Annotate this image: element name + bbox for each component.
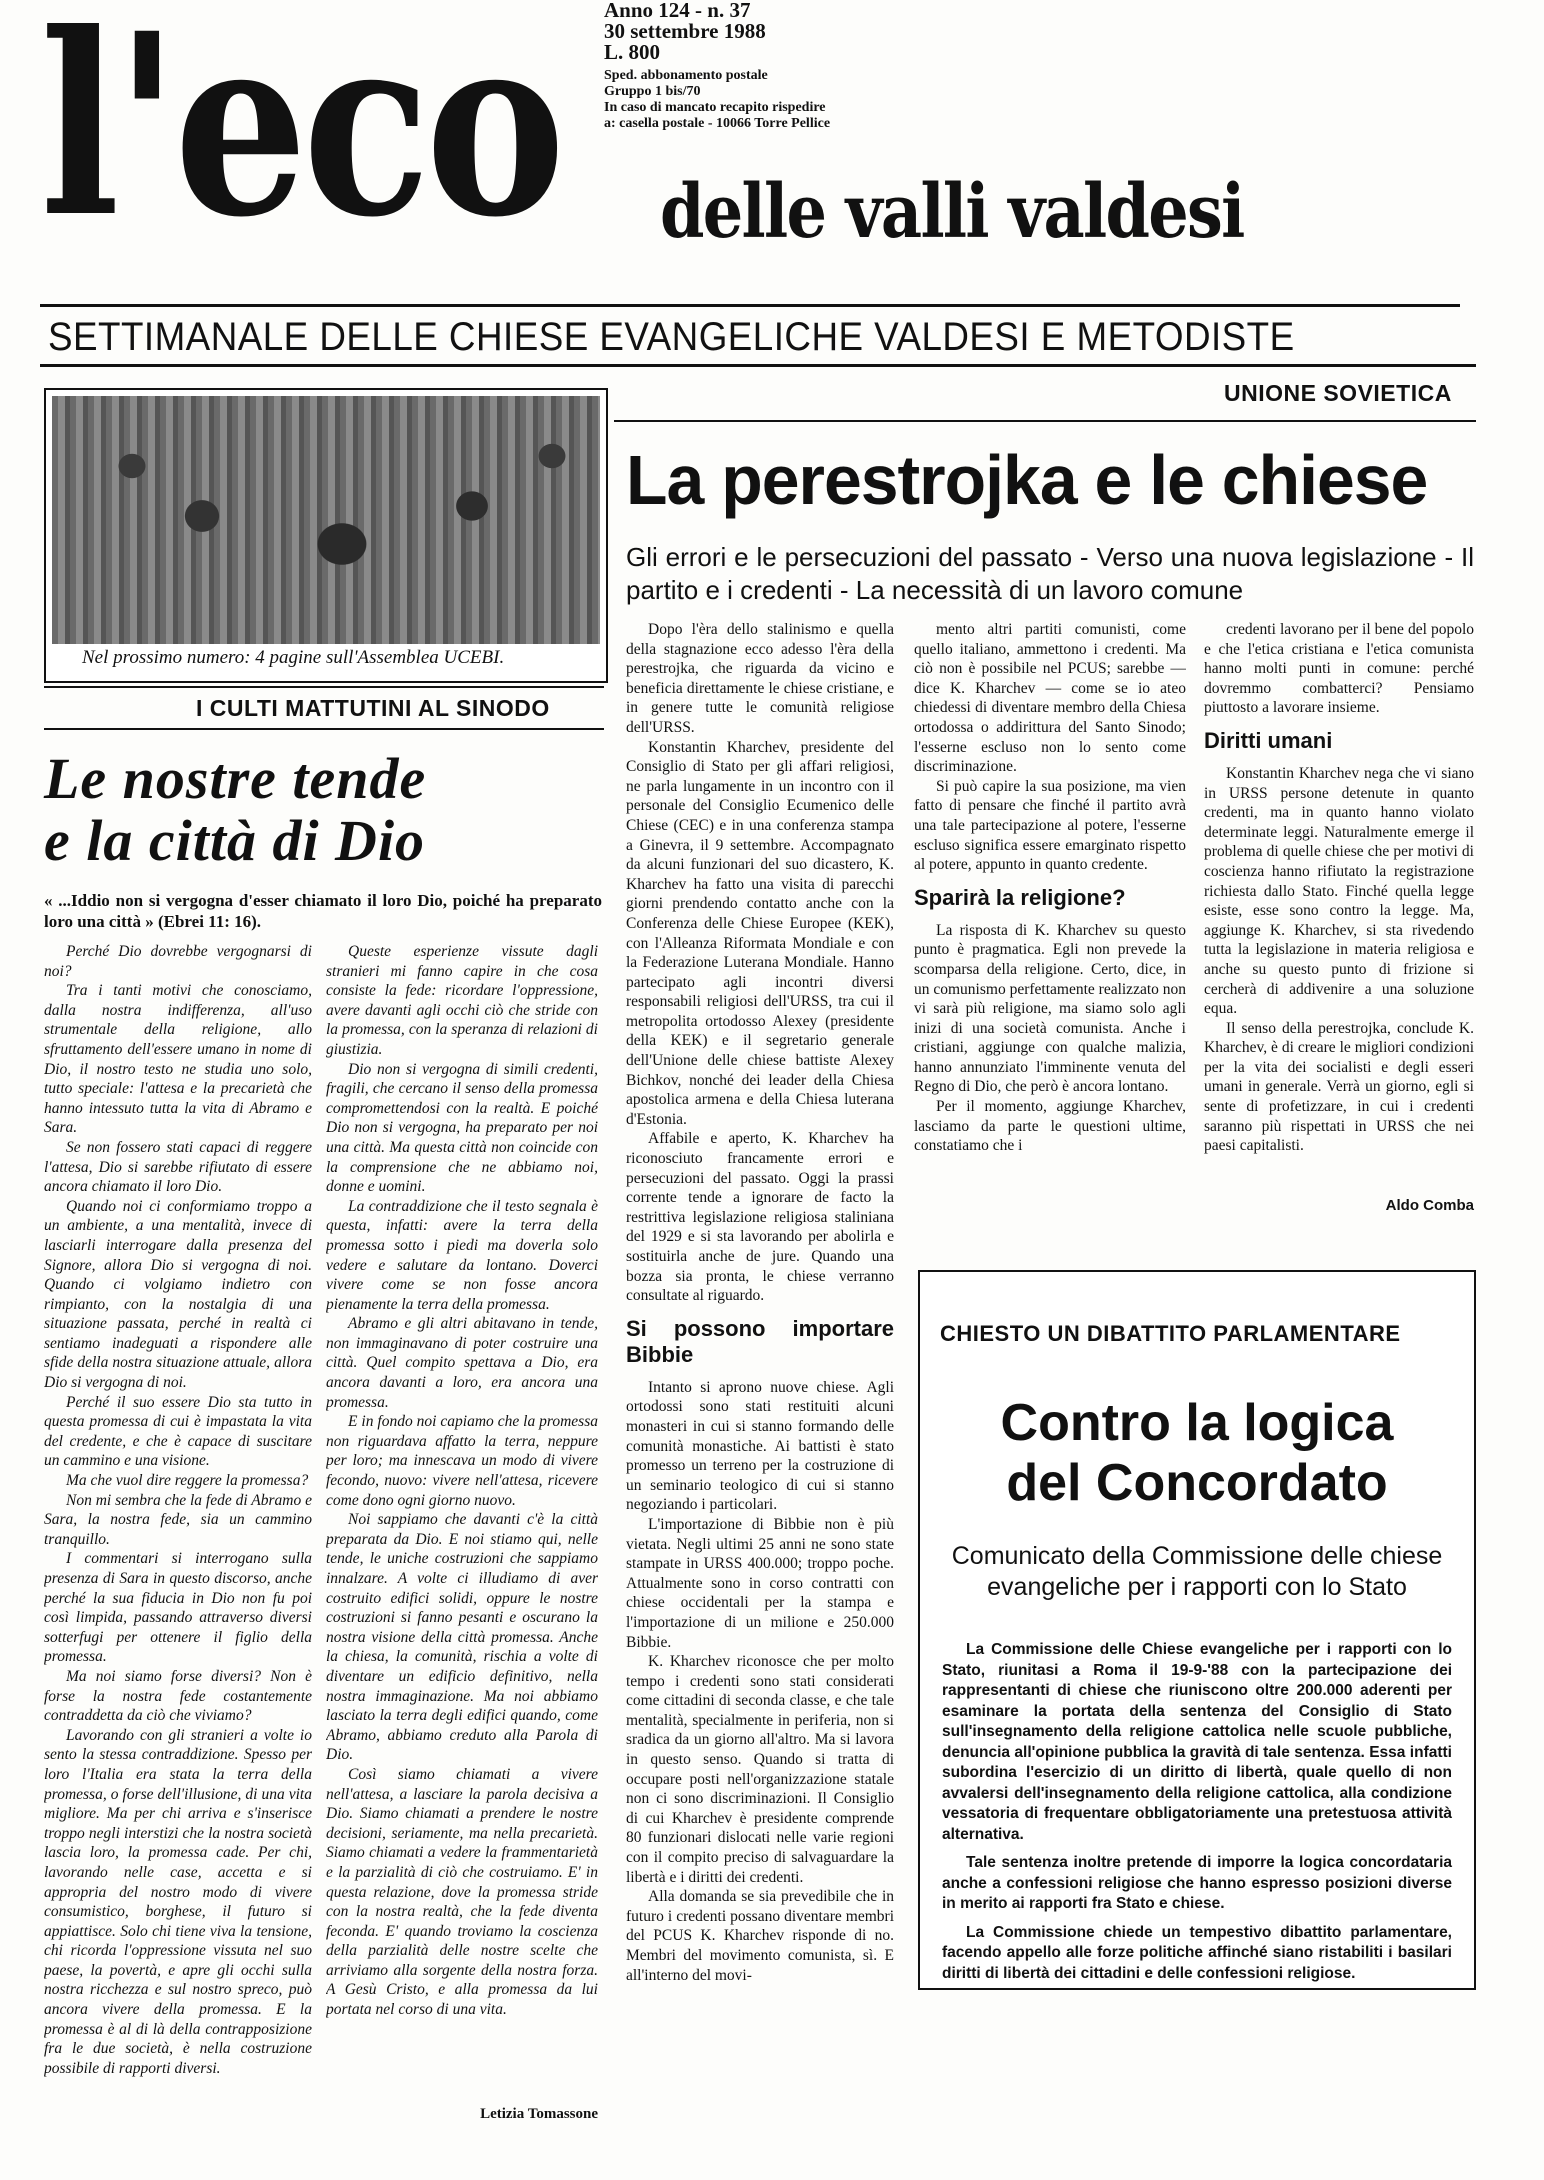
paragraph: Konstantin Kharchev nega che vi siano in URSS persone detenute in quanto credenti, ma in quanto hanno violato determinate leggi. Naturalmente emerge il problema di quelle chiese che per motivi di coscienza hanno rifiutato la registrazione richiesta dallo Stato. Finché quella legge esiste, esse sono contro la legge. Ma, aggiunge K. Kharchev, si sta rivedendo tutta la legislazione in materia religiosa e anche su questo punto di frizione si cercherà di addivenire a una soluzione equa.: [1204, 764, 1474, 1018]
paragraph: Ma che vuol dire reggere la promessa?: [66, 1472, 309, 1490]
paragraph: I commentari si interrogano sulla presenza di Sara in questo discorso, anche perché la sua fiducia in Dio non fu poi così limpida, passando attraverso diversi sotterfugi per ottenere il figlio della promessa.: [44, 1550, 312, 1666]
paragraph: Dio non si vergogna di simili credenti, fragili, che cercano il senso della promessa compromettendosi con la realtà. E poiché Dio non si vergogna, ha preparato per noi una città. Ma questa città non coincide con la comprensione che ne abbiamo noi, donne e uomini.: [326, 1060, 598, 1196]
left-quote: « ...Iddio non si vergogna d'esser chiamato il loro Dio, poiché ha preparato loro una città » (Ebrei 11: 16).: [44, 891, 602, 931]
paragraph: Tale sentenza inoltre pretende di imporre la logica concordataria anche a confessioni religiose che hanno espresso posizioni diverse in merito ai rapporti fra Stato e chiese.: [942, 1854, 1452, 1912]
main-signature: Aldo Comba: [1385, 1197, 1474, 1214]
paragraph: Lavorando con gli stranieri a volte io sento la stessa contraddizione. Spesso per loro l'Italia era stata la terra della promessa, o forse dell'illusione, di una vita migliore. Ma per chi arriva e s'inserisce troppo negli interstizi che la nostra società lascia loro, la promessa cade. Per chi, lavorando nelle case, accetta e si appropria del nostro modo di vivere consumistico, borghese, il futuro si appiattisce. Solo chi tiene viva la tensione, chi ricorda l'oppressione vissuta nel suo paese, la povertà, e apre gli occhi sulla nostra ricchezza e sul nostro spreco, può ancora vivere della promessa. E la promessa è al di là della contrapposizione fra le due società, è nella costruzione possibile di rapporti diversi.: [44, 1726, 312, 2077]
masthead-rule-bottom: [40, 364, 1476, 367]
box-title-line-2: del Concordato: [1006, 1454, 1388, 1512]
subhead-bibbie: Si possono importare Bibbie: [626, 1315, 894, 1367]
postal-line-4: a: casella postale - 10066 Torre Pellice: [604, 116, 831, 131]
box-title-line-1: Contro la logica: [1000, 1394, 1394, 1452]
main-deck: Gli errori e le persecuzioni del passato - Verso una nuova legislazione - Il partito e i credenti - La necessità di un lavoro comune: [626, 542, 1474, 605]
left-rule-1: [44, 686, 604, 688]
assembly-photo: [52, 396, 600, 644]
box-body: [942, 1640, 1452, 1992]
masthead-tagline: SETTIMANALE DELLE CHIESE EVANGELICHE VALDESI E METODISTE: [48, 315, 1295, 359]
paragraph: Affabile e aperto, K. Kharchev ha riconosciuto francamente errori e persecuzioni del passato. Oggi la prassi corrente tende a ignorare de facto la restrittiva legislazione religiosa staliniana del 1929 e si sta lavorando per abolirla e sostituirla anche de jure. Quando una bozza sia pronta, le chiese verranno consultate al riguardo.: [626, 1130, 894, 1305]
paragraph: Non mi sembra che la fede di Abramo e Sara, la nostra fede, sia un cammino tranquillo.: [44, 1491, 312, 1548]
left-column-1: [44, 942, 312, 2127]
paragraph: Dopo l'èra dello stalinismo e quella della stagnazione ecco adesso l'èra della perestrojka, che riguarda da vicino e beneficia direttamente le chiese cristiane, e in genere tutte le comunità religiose dell'URSS.: [626, 621, 894, 736]
subhead-religione: Sparirà la religione?: [914, 884, 1126, 910]
paragraph: Si può capire la sua posizione, ma vien fatto di pensare che finché il partito avrà una tale partecipazione al potere, l'esserne escluso significa essere emarginato rispetto al potere, appunto in quanto credente.: [914, 777, 1186, 874]
paragraph: La Commissione chiede un tempestivo dibattito parlamentare, facendo appello alle forze politiche affinché siano ristabiliti i basilari diritti di libertà dei cittadini e delle confessioni religiose.: [942, 1923, 1452, 1982]
paragraph: Il senso della perestrojka, conclude K. Kharchev, è di creare le migliori condizioni per la vita dei socialisti e degli esseri umani in generale. Verrà un giorno, egli si sente di profetizzare, in cui i credenti saranno più rispettati in URSS che nei paesi capitalisti.: [1204, 1019, 1474, 1155]
main-rule: [614, 420, 1476, 422]
paragraph: mento altri partiti comunisti, come quello italiano, ammettono i credenti. Ma ciò non è possibile nel PCUS; sarebbe — dice K. Kharchev — come se io ateo chiedessi di diventare membro della Chiesa ortodossa o addirittura del Santo Sinodo; l'esserne escluso non lo sento come discriminazione.: [914, 621, 1186, 776]
issue-number: Anno 124 - n. 37: [604, 0, 751, 22]
paragraph: Konstantin Kharchev, presidente del Consiglio di Stato per gli affari religiosi, ne parla lungamente in un incontro con il personale del Consiglio Ecumenico delle Chiese (CEC) e in una conferenza stampa a Ginevra, il 9 settembre. Accompagnato da alcuni funzionari del suo dicastero, K. Kharchev ha fatto una visita di parecchi giorni prendendo contatto anche con la Conferenza delle Chiese Europee (KEK), con l'Alleanza Riformata Mondiale e con la Federazione Luterana Mondiale. Hanno partecipato agli incontri diversi responsabili religiosi dell'URSS, tra cui il metropolita ortodosso Alexey (presidente della KEK) e il segretario generale dell'Unione delle chiese battiste Alexey Bichkov, nonché dei leader della Chiesa apostolica armena e della Chiesa luterana d'Estonia.: [626, 738, 894, 1128]
paragraph: Così siamo chiamati a vivere nell'attesa, a lasciare la parola decisiva a Dio. Siamo chiamati a prendere le nostre decisioni, seriamente, ma nella precarietà. Siamo chiamati a vedere la frammentarietà e la parzialità di ciò che costruiamo. E' in questa relazione, dove la promessa stride con la nostra realtà, che la fede diventa feconda. E' quando troviamo la coscienza della parzialità delle nostre scelte che arriviamo alla sorgente della nostra forza. A Gesù Cristo, e alla promessa da lui portata nel corso di una vita.: [326, 1765, 598, 2019]
paragraph: Intanto si aprono nuove chiese. Agli ortodossi sono stati restituiti alcuni monasteri in cui si stanno formando delle comunità monastiche. Ai battisti è stato promesso un terreno per la costruzione di un seminario teologico di cui si stanno negoziando i particolari.: [626, 1378, 894, 1514]
paragraph: La risposta di K. Kharchev su questo punto è pragmatica. Egli non prevede la scomparsa della religione. Certo, dice, in un comunismo perfettamente realizzato non vi sarà più religione, ma siamo solo agli inizi di una società comunista. Anche i cristiani, aggiunge con qualche malizia, hanno annunziato l'imminente venuta del Regno di Dio, che però è ancora lontano.: [914, 921, 1186, 1096]
subhead-diritti: Diritti umani: [1204, 727, 1333, 753]
paragraph: Tra i tanti motivi che conosciamo, dalla nostra indifferenza, all'uso strumentale della religione, allo sfruttamento dell'essere umano in nome di Dio, il nostro testo ne studia uno solo, tutto speciale: l'attesa e la precarietà che hanno intessuto tutta la vita di Abramo e Sara.: [44, 982, 312, 1137]
paragraph: Alla domanda se sia prevedibile che in futuro i credenti possano diventare membri del PCUS K. Kharchev risponde di no. Membri del movimento comunista, sì. E all'interno del movi-: [626, 1888, 894, 1984]
box-subtitle: Comunicato della Commissione delle chiese evangeliche per i rapporti con lo Stato: [951, 1542, 1443, 1601]
masthead-logo: l'eco: [40, 0, 561, 272]
paragraph: La contraddizione che il testo segnala è questa, infatti: avere la terra della promessa sotto i piedi ma doverla solo vedere e salutare da lontano. Doverci vivere come se non fosse ancora pienamente la terra della promessa.: [326, 1197, 598, 1313]
left-signature: Letizia Tomassone: [480, 2106, 598, 2122]
box-kicker: CHIESTO UN DIBATTITO PARLAMENTARE: [940, 1321, 1401, 1346]
main-column-2: [914, 620, 1186, 1210]
left-headline-line-2: e la città di Dio: [44, 808, 426, 873]
paragraph: Ma noi siamo forse diversi? Non è forse la nostra fede costantemente contraddetta da ciò che viviamo?: [44, 1667, 312, 1725]
paragraph: Noi sappiamo che davanti c'è la città preparata da Dio. E noi stiamo qui, nelle tende, le uniche costruzioni che sappiamo innalzare. A volte ci illudiamo di aver costruito edifici solidi, oppure le nostre costruzioni si fanno pesanti e oscurano la nostra visione della città promessa. Anche la chiesa, la comunità, rischia a volte di diventare un edificio definitivo, nella nostra immaginazione. Ma noi abbiamo lasciato la terra degli edifici quando, come Abramo, abbiamo creduto alla Parola di Dio.: [326, 1511, 598, 1764]
paragraph: Abramo e gli altri abitavano in tende, non immaginavano di poter costruire una città. Quel compito spettava a Dio, era ancora davanti a loro, era ancora una promessa.: [326, 1315, 598, 1411]
issue-price: L. 800: [604, 40, 661, 64]
postal-line-1: Sped. abbonamento postale: [604, 68, 768, 83]
paragraph: Quando noi ci conformiamo troppo a un ambiente, a una mentalità, invece di lasciarli interrogare dalla presenza del Signore, allora Dio si vergogna di noi. Quando ci volgiamo indietro con rimpianto, con la nostalgia di una situazione passata, perché in realtà ci sentiamo inadeguati a rispondere alle sfide della nostra situazione attuale, allora Dio si vergogna di noi.: [44, 1197, 312, 1392]
masthead-rule-top: [40, 304, 1460, 307]
main-kicker: UNIONE SOVIETICA: [1224, 380, 1452, 406]
paragraph: Queste esperienze vissute dagli stranieri mi fanno capire in che cosa consiste la fede: ricordare l'oppressione, avere davanti agli occhi ciò che stride con la promessa, con la speranza di relazioni di giustizia.: [326, 943, 598, 1058]
postal-line-3: In caso di mancato recapito rispedire: [604, 100, 826, 115]
paragraph: K. Kharchev riconosce che per molto tempo i credenti sono stati considerati come cittadini di seconda classe, e che tale mentalità, specialmente in periferia, non si sradica da un giorno all'altro. Ma si lavora in questo senso. Quando si tratta di occupare posti nell'organizzazione statale non ci sono discriminazioni. Il Consiglio di cui Kharchev è presidente comprende 80 funzionari dislocati nelle varie regioni con il compito preciso di salvaguardare la libertà e i diritti dei credenti.: [626, 1653, 894, 1886]
left-kicker: I CULTI MATTUTINI AL SINODO: [196, 695, 550, 721]
box-title: [918, 1393, 1476, 1513]
paragraph: Per il momento, aggiunge Kharchev, lasciamo da parte le questioni ultime, constatiamo che i: [914, 1098, 1186, 1155]
left-column-2: [326, 942, 598, 2092]
photo-caption: Nel prossimo numero: 4 pagine sull'Assemblea UCEBI.: [82, 647, 505, 668]
paragraph: credenti lavorano per il bene del popolo e che l'etica cristiana e l'etica comunista hanno molti punti in comune: perché dovremmo combatterci? Pensiamo piuttosto a lavorare insieme.: [1204, 621, 1474, 717]
main-headline: La perestrojka e le chiese: [626, 441, 1428, 519]
masthead-subtitle: delle valli valdesi: [660, 169, 1244, 255]
main-column-1: [626, 620, 894, 2145]
issue-info: [604, 0, 766, 63]
paragraph: Perché il suo essere Dio sta tutto in questa promessa di cui è impastata la vita del credente, e che è capace di suscitare un cammino e una visione.: [44, 1393, 312, 1470]
main-column-3: [1204, 620, 1474, 1185]
paragraph: Se non fossero stati capaci di reggere l'attesa, Dio si sarebbe rifiutato di essere ancora chiamato il loro Dio.: [44, 1138, 312, 1196]
paragraph: Perché Dio dovrebbe vergognarsi di noi?: [44, 943, 312, 980]
left-headline-line-1: Le nostre tende: [44, 746, 427, 811]
left-headline: [44, 748, 426, 872]
paragraph: L'importazione di Bibbie non è più vietata. Negli ultimi 25 anni ne sono state stampate in URSS 400.000; troppo poche. Attualmente sono in corso contratti con chiese occidentali per la stampa e l'importazione di un milione e 250.000 Bibbie.: [626, 1515, 894, 1651]
paragraph: E in fondo noi capiamo che la promessa non riguardava affatto la terra, neppure per loro; ma innescava un modo di vivere fecondo, nuovo: vivere nell'attesa, ricevere come dono ogni giorno nuovo.: [326, 1413, 598, 1509]
postal-line-2: Gruppo 1 bis/70: [604, 84, 701, 99]
left-rule-2: [44, 728, 604, 730]
issue-date: 30 settembre 1988: [604, 19, 766, 43]
paragraph: La Commissione delle Chiese evangeliche per i rapporti con lo Stato, riunitasi a Roma il 19-9-'88 con la partecipazione dei rappresentanti di chiese che riuniscono oltre 200.000 aderenti per esaminare la portata della sentenza del Consiglio di Stato sull'insegnamento della religione cattolica nelle scuole pubbliche, denuncia all'opinione pubblica la gravità di tale sentenza. Essa infatti subordina l'esercizio di un diritto di libertà, quale quello di non avvalersi dell'insegnamento della religione cattolica, alla condizione vessatoria di frequentare obbligatoriamente una pretestuosa attività alternativa.: [942, 1641, 1452, 1843]
postal-info: [604, 68, 830, 132]
